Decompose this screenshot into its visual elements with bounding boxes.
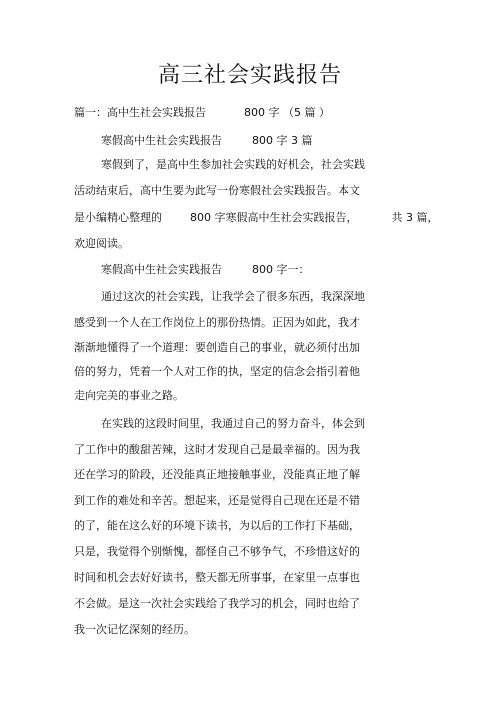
document-title: 高三社会实践报告: [157, 63, 342, 88]
paragraph-line: 倍的努力，凭着一个人对工作的执，坚定的信念会指引着他: [74, 365, 360, 378]
paragraph-line: 到工作的难处和辛苦。想起来，还是觉得自己现在还是不错: [74, 494, 360, 507]
header-line-1: [74, 106, 424, 120]
header-subtitle: 寒假高中生社会实践报告: [101, 134, 222, 147]
intro-line: 寒假到了，是高中生参加社会实践的好机会，社会实践: [101, 158, 365, 171]
intro-fragment: 共 3 篇，: [391, 211, 439, 224]
paragraph-line: 我一次记忆深刻的经历。: [74, 623, 195, 636]
paragraph-line: 在实践的这段时间里，我通过自己的努力奋斗，体会到: [101, 417, 365, 430]
intro-fragment: 是小编精心整理的: [74, 211, 162, 224]
paragraph-line: 渐渐地懂得了一个道理：要创造自己的事业，就必须付出加: [74, 341, 360, 354]
header-word-count: 800 字 （5 篇 ）: [244, 106, 330, 119]
paragraph-line: 感受到一个人在工作岗位上的那份热情。正因为如此，我才: [74, 316, 360, 329]
paragraph-line: 通过这次的社会实践，让我学会了很多东西，我深深地: [101, 290, 365, 303]
intro-line: 欢迎阅读。: [74, 237, 129, 250]
paragraph-line: 走向完美的事业之路。: [74, 389, 184, 402]
paragraph-line: 时间和机会去好好读书，整天都无所事事，在家里一点事也: [74, 571, 360, 584]
paragraph-line: 的了，能在这么好的环境下读书，为以后的工作打下基础，: [74, 519, 360, 532]
paragraph-line: 了工作中的酸甜苦辣，这时才发现自己是最幸福的。因为我: [74, 443, 360, 456]
intro-line: 活动结束后，高中生要为此写一份寒假社会实践报告。本文: [74, 184, 360, 197]
header-article-label: 篇一：高中生社会实践报告: [74, 106, 206, 119]
subheading-count: 800 字一：: [252, 263, 310, 276]
section-subheading: [101, 263, 451, 277]
header-subtitle-count: 800 字 3 篇: [252, 134, 313, 147]
header-line-2: [101, 134, 451, 148]
intro-line: [74, 211, 439, 225]
intro-fragment: 800 字寒假高中生社会实践报告，: [190, 211, 358, 224]
paragraph-line: 还在学习的阶段，还没能真正地接触事业，没能真正地了解: [74, 468, 360, 481]
subheading-title: 寒假高中生社会实践报告: [101, 263, 222, 276]
paragraph-line: 只是，我觉得个别惭愧，都怪自己不够争气，不珍惜这好的: [74, 545, 360, 558]
paragraph-line: 不会做。是这一次社会实践给了我学习的机会，同时也给了: [74, 597, 360, 610]
